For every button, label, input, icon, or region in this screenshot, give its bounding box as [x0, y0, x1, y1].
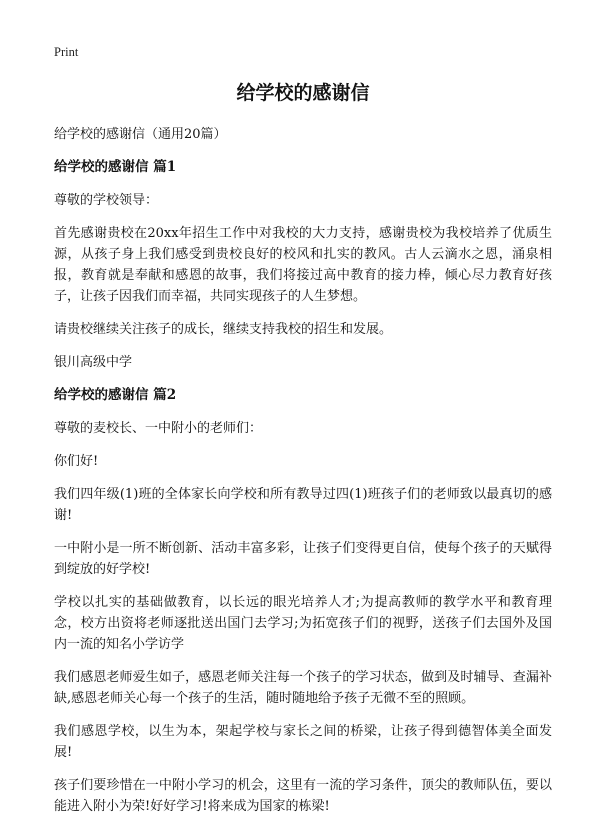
- letter-2-salutation: 尊敬的麦校长、一中附小的老师们：: [54, 421, 263, 436]
- page-title: 给学校的感谢信: [236, 82, 370, 104]
- letter-1-paragraph-2: 请贵校继续关注孩子的成长，继续支持我校的招生和发展。: [54, 322, 393, 337]
- print-link[interactable]: Print: [54, 45, 79, 59]
- letter-2-paragraph-6: 孩子们要珍惜在一中附小学习的机会，这里有一流的学习条件，顶尖的教师队伍，要以能进入附小为荣!好好学习!将来成为国家的栋梁!: [54, 778, 552, 814]
- letter-2-paragraph-3: 学校以扎实的基础做教育，以长远的眼光培养人才;为提高教师的教学水平和教育理念，校方出资将老师逐批送出国门去学习;为拓宽孩子们的视野，送孩子们去国外及国内一流的知名小学访学: [54, 595, 552, 652]
- letter-1-salutation: 尊敬的学校领导：: [54, 193, 159, 208]
- letter-2-paragraph-4: 我们感恩老师爱生如子，感恩老师关注每一个孩子的学习状态，做到及时辅导、查漏补缺,感恩老师关心每一个孩子的生活，随时随地给予孩子无微不至的照顾。: [54, 670, 552, 706]
- letter-2-heading: 给学校的感谢信 篇2: [54, 387, 177, 403]
- letter-1-paragraph-1: 首先感谢贵校在20xx年招生工作中对我校的大力支持，感谢贵校为我校培养了优质生源，从孩子身上我们感受到贵校良好的校风和扎实的教风。古人云滴水之恩，涌泉相报，教育就是奉献和感恩的故事，我们将接过高中教育的接力棒，倾心尽力教育好孩子，让孩子因我们而幸福，共同实现孩子的人生梦想。: [54, 226, 552, 304]
- letter-1-heading: 给学校的感谢信 篇1: [54, 159, 177, 175]
- letter-2-greeting: 你们好!: [54, 454, 99, 469]
- letter-2-paragraph-5: 我们感恩学校，以生为本，架起学校与家长之间的桥梁，让孩子得到德智体美全面发展!: [54, 724, 552, 760]
- letter-2-paragraph-1: 我们四年级(1)班的全体家长向学校和所有教导过四(1)班孩子们的老师致以最真切的感谢!: [54, 487, 552, 523]
- document-subtitle: 给学校的感谢信（通用20篇）: [54, 127, 227, 142]
- letter-1-signature: 银川高级中学: [54, 355, 133, 370]
- letter-2-paragraph-2: 一中附小是一所不断创新、活动丰富多彩，让孩子们变得更自信，使每个孩子的天赋得到绽放的好学校!: [54, 541, 552, 577]
